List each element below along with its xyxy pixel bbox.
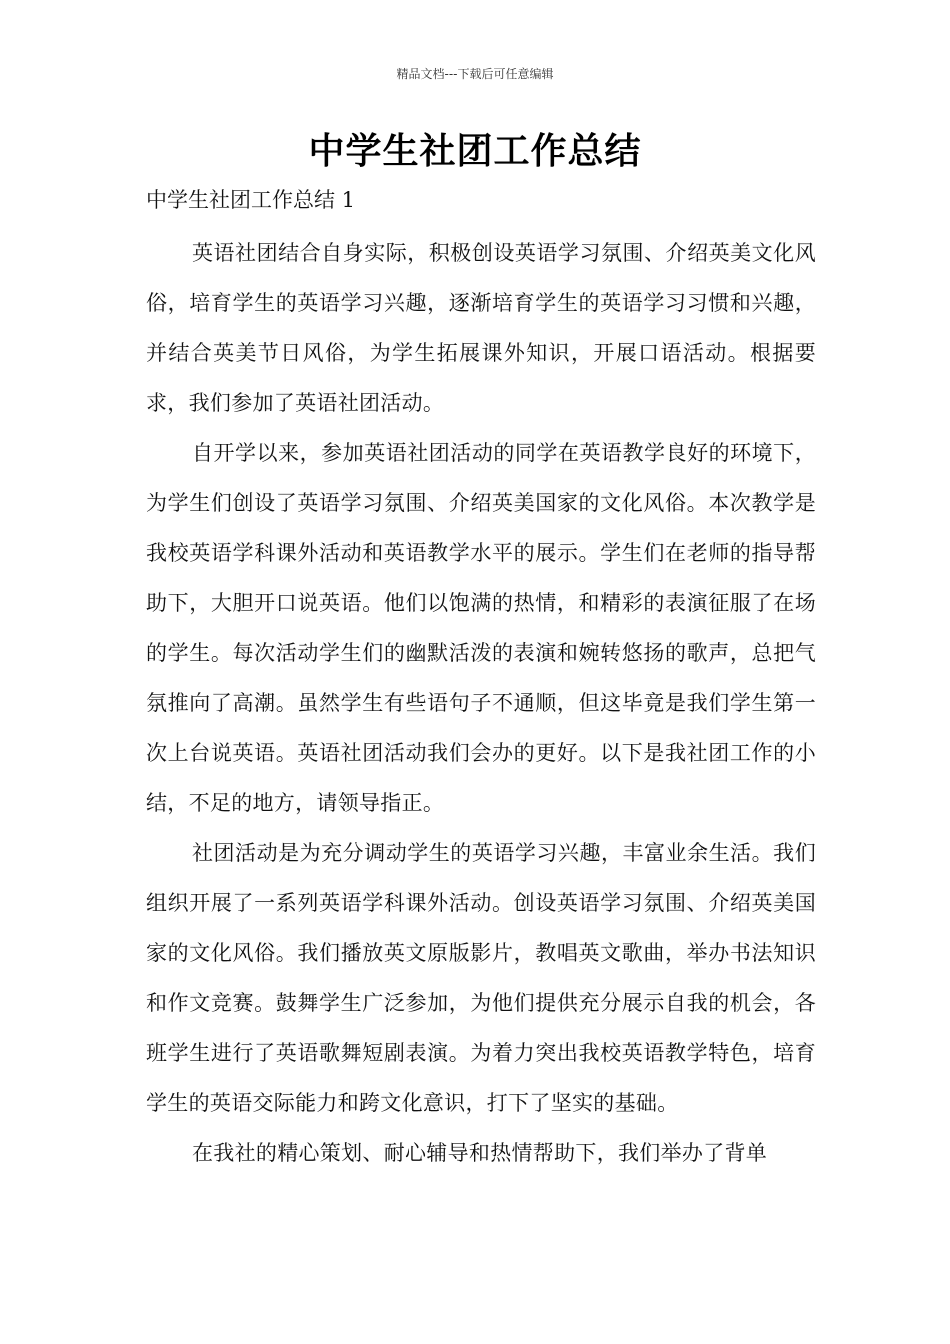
section-subtitle: 中学生社团工作总结 1 <box>146 188 356 212</box>
document-title: 中学生社团工作总结 <box>308 131 642 172</box>
document-body <box>146 228 816 1178</box>
paragraph-3: 社团活动是为充分调动学生的英语学习兴趣，丰富业余生活。我们组织开展了一系列英语学科课外活动。创设英语学习氛围、介绍英美国家的文化风俗。我们播放英文原版影片，教唱英文歌曲，举办书法知识和作文竞赛。鼓舞学生广泛参加，为他们提供充分展示自我的机会，各班学生进行了英语歌舞短剧表演。为着力突出我校英语教学特色，培育学生的英语交际能力和跨文化意识，打下了坚实的基础。 <box>146 841 816 1115</box>
paragraph-4: 在我社的精心策划、耐心辅导和热情帮助下，我们举办了背单 <box>192 1141 768 1165</box>
paragraph-2: 自开学以来，参加英语社团活动的同学在英语教学良好的环境下，为学生们创设了英语学习氛围、介绍英美国家的文化风俗。本次教学是我校英语学科课外活动和英语教学水平的展示。学生们在老师的指导帮助下，大胆开口说英语。他们以饱满的热情，和精彩的表演征服了在场的学生。每次活动学生们的幽默活泼的表演和婉转悠扬的歌声，总把气氛推向了高潮。虽然学生有些语句子不通顺，但这毕竟是我们学生第一次上台说英语。英语社团活动我们会办的更好。以下是我社团工作的小结，不足的地方，请领导指正。 <box>146 441 816 815</box>
header-note: 精品文档---下载后可任意编辑 <box>396 67 554 81</box>
paragraph-1: 英语社团结合自身实际，积极创设英语学习氛围、介绍英美文化风俗，培育学生的英语学习兴趣，逐渐培育学生的英语学习习惯和兴趣，并结合英美节日风俗，为学生拓展课外知识，开展口语活动。根据要求，我们参加了英语社团活动。 <box>146 241 816 415</box>
